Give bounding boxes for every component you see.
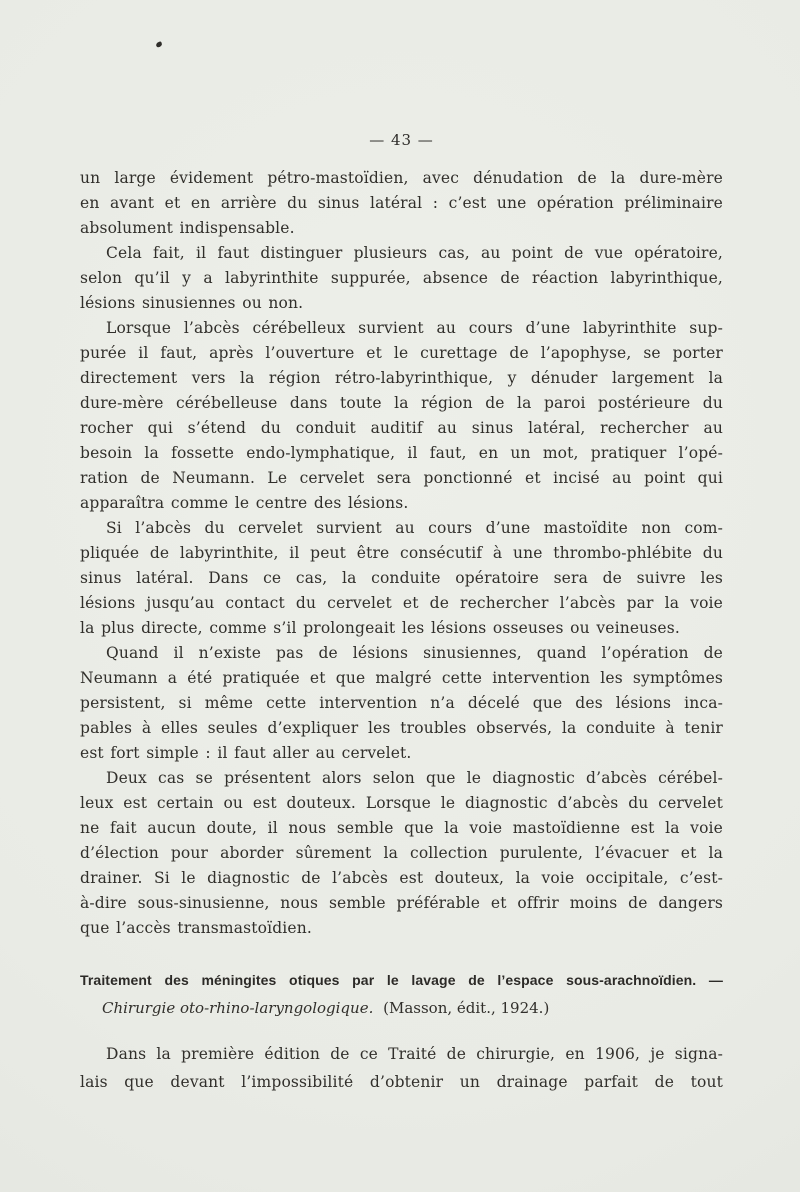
paragraph <box>80 241 723 316</box>
text-line: dure-mère cérébelleuse dans toute la région de la paroi postérieure du <box>80 394 723 412</box>
text-line: Neumann a été pratiquée et que malgré cette intervention les symptômes <box>80 669 723 687</box>
text-line: est fort simple : il faut aller au cervelet. <box>80 744 412 762</box>
text-line: lésions sinusiennes ou non. <box>80 294 304 312</box>
text-line: apparaîtra comme le centre des lésions. <box>80 494 409 512</box>
text-line: un large évidement pétro-mastoïdien, avec dénudation de la dure-mère <box>80 169 723 187</box>
text-line: sinus latéral. Dans ce cas, la conduite opératoire sera de suivre les <box>80 569 723 587</box>
text-line: Dans la première édition de ce Traité de chirurgie, en 1906, je signa- <box>106 1045 723 1063</box>
text-line: besoin la fossette endo-lymphatique, il faut, en un mot, pratiquer l’opé- <box>80 444 723 462</box>
text-line: purée il faut, après l’ouverture et le curettage de l’apophyse, se porter <box>80 344 723 362</box>
text-line: selon qu’il y a labyrinthite suppurée, absence de réaction labyrinthique, <box>80 269 723 287</box>
body-text <box>80 166 723 941</box>
page-content <box>80 131 723 1096</box>
text-line: ration de Neumann. Le cervelet sera ponctionné et incisé au point qui <box>80 469 723 487</box>
text-line: Deux cas se présentent alors selon que le diagnostic d’abcès cérébel- <box>106 769 723 787</box>
text-line: ne fait aucun doute, il nous semble que la voie mastoïdienne est la voie <box>80 819 723 837</box>
ink-speck <box>155 41 162 48</box>
paragraph <box>80 516 723 641</box>
text-line: d’élection pour aborder sûrement la collection purulente, l’évacuer et la <box>80 844 723 862</box>
text-line: en avant et en arrière du sinus latéral : c’est une opération préliminaire <box>80 194 723 212</box>
reference-heading <box>80 968 723 1023</box>
reference-title: Traitement des méningites otiques par le lavage de l’espace sous-arachnoïdien. — <box>80 972 723 988</box>
text-line: Lorsque l’abcès cérébelleux survient au cours d’une labyrinthite sup- <box>106 319 723 337</box>
text-line: drainer. Si le diagnostic de l’abcès est douteux, la voie occipitale, c’est- <box>80 869 723 887</box>
paragraph <box>80 1040 723 1096</box>
citation-publisher: (Masson, édit., 1924.) <box>383 999 550 1017</box>
paragraph <box>80 766 723 941</box>
reference-citation <box>80 993 723 1023</box>
text-line: pables à elles seules d’expliquer les troubles observés, la conduite à tenir <box>80 719 723 737</box>
text-line: la plus directe, comme s’il prolongeait les lésions osseuses ou veineuses. <box>80 619 680 637</box>
text-line: Quand il n’existe pas de lésions sinusiennes, quand l’opération de <box>106 644 723 662</box>
text-line: lésions jusqu’au contact du cervelet et de rechercher l’abcès par la voie <box>80 594 723 612</box>
closing-paragraph <box>80 1040 723 1096</box>
text-line: Cela fait, il faut distinguer plusieurs cas, au point de vue opératoire, <box>106 244 723 262</box>
text-line: pliquée de labyrinthite, il peut être consécutif à une thrombo-phlébite du <box>80 544 723 562</box>
text-line: rocher qui s’étend du conduit auditif au sinus latéral, rechercher au <box>80 419 723 437</box>
text-line: Si l’abcès du cervelet survient au cours d’une mastoïdite non com- <box>106 519 723 537</box>
text-line: directement vers la région rétro-labyrinthique, y dénuder largement la <box>80 369 723 387</box>
paragraph <box>80 166 723 241</box>
text-line: persistent, si même cette intervention n’a décelé que des lésions inca- <box>80 694 723 712</box>
text-line: absolument indispensable. <box>80 219 295 237</box>
text-line: lais que devant l’impossibilité d’obtenir un drainage parfait de tout <box>80 1073 723 1091</box>
paragraph <box>80 316 723 516</box>
text-line: leux est certain ou est douteux. Lorsque le diagnostic d’abcès du cervelet <box>80 794 723 812</box>
text-line: que l’accès transmastoïdien. <box>80 919 312 937</box>
text-line: à-dire sous-sinusienne, nous semble préférable et offrir moins de dangers <box>80 894 723 912</box>
paragraph <box>80 641 723 766</box>
citation-work-title: Chirurgie oto-rhino-laryngologique. <box>102 999 374 1017</box>
page-number: — 43 — <box>369 131 434 149</box>
